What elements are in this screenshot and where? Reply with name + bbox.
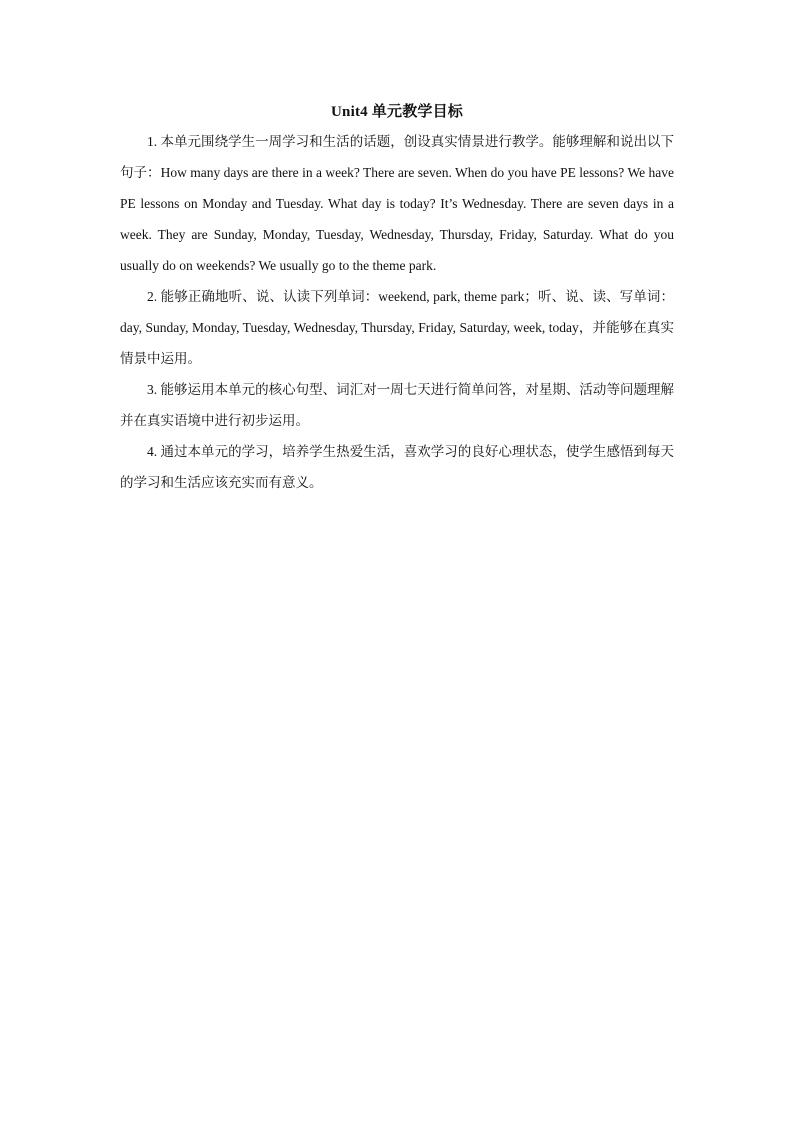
objective-paragraph-3: 3. 能够运用本单元的核心句型、词汇对一周七天进行简单问答，对星期、活动等问题理解并在真实语境中进行初步运用。 [120,382,674,428]
document-body [120,100,674,498]
document-title: Unit4 单元教学目标 [331,104,463,120]
objective-paragraph-2: 2. 能够正确地听、说、认读下列单词：weekend, park, theme park；听、说、读、写单词：day, Sunday, Monday, Tuesday, Wednesday, Thursday, Friday, Saturday, week, today，并能够在真实情景中运用。 [120,289,674,366]
objective-paragraph-1: 1. 本单元围绕学生一周学习和生活的话题，创设真实情景进行教学。能够理解和说出以下句子：How many days are there in a week? There are seven. When do you have PE lessons? We have PE lessons on Monday and Tuesday. What day is today? It’s Wednesday. There are seven days in a week. They are Sunday, Monday, Tuesday, Wednesday, Thursday, Friday, Saturday. What do you usually do on weekends? We usually go to the theme park. [120,134,674,273]
objective-paragraph-4: 4. 通过本单元的学习，培养学生热爱生活，喜欢学习的良好心理状态，使学生感悟到每天的学习和生活应该充实而有意义。 [120,444,674,490]
